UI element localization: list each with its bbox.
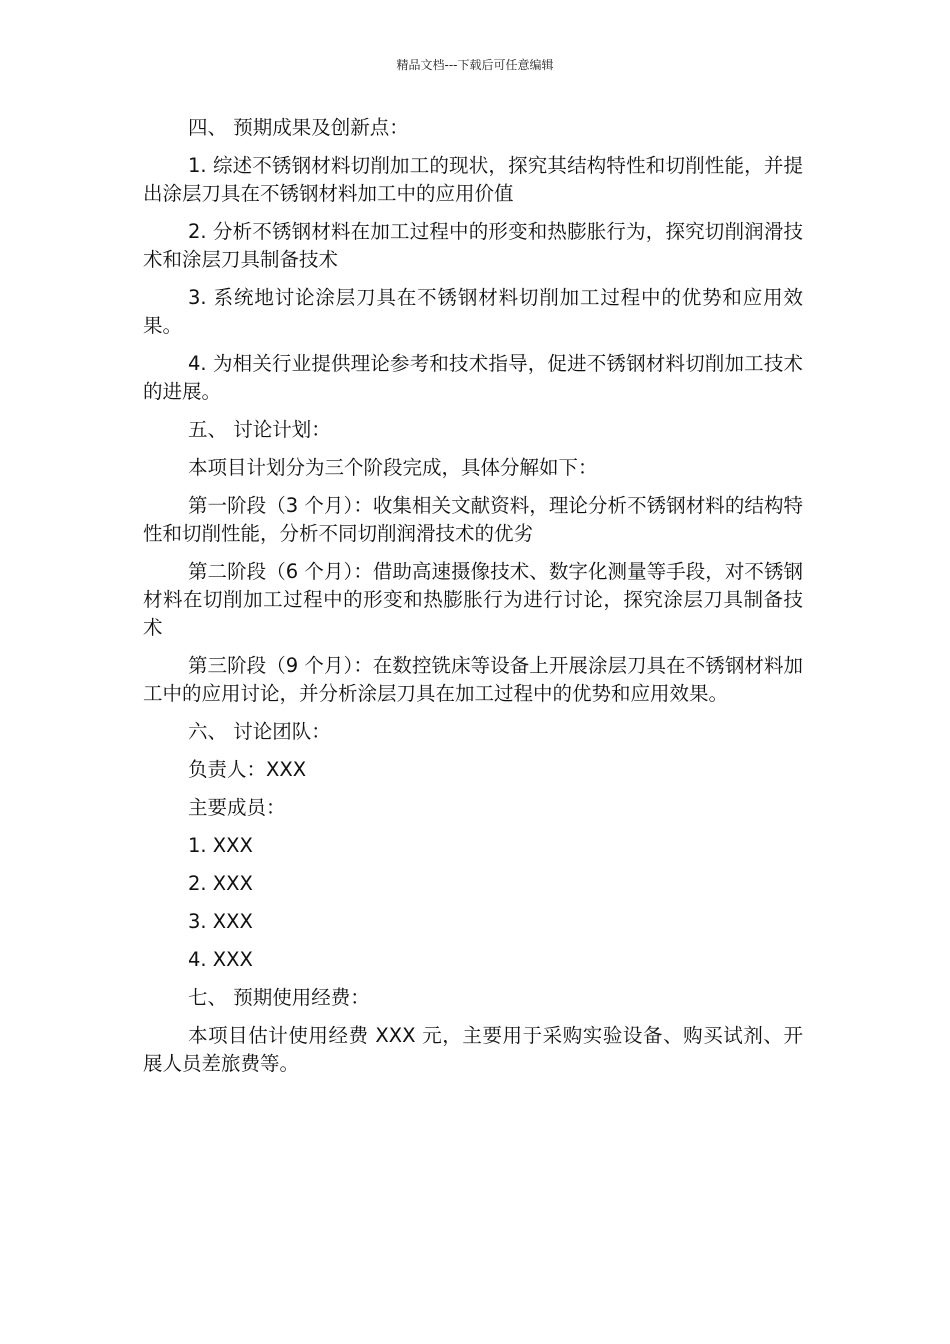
result-item-1: 1. 综述不锈钢材料切削加工的现状，探究其结构特性和切削性能，并提出涂层刀具在不锈钢材料加工中的应用价值 — [143, 154, 803, 205]
plan-stage-1: 第一阶段（3 个月）：收集相关文献资料，理论分析不锈钢材料的结构特性和切削性能，分析不同切削润滑技术的优劣 — [143, 494, 803, 545]
team-member-1: 1. XXX — [188, 834, 253, 857]
section-heading-budget: 七、 预期使用经费： — [188, 986, 370, 1009]
team-leader: 负责人：XXX — [188, 758, 307, 781]
team-members-label: 主要成员： — [188, 796, 286, 819]
result-item-3: 3. 系统地讨论涂层刀具在不锈钢材料切削加工过程中的优势和应用效果。 — [143, 286, 803, 337]
plan-stage-3: 第三阶段（9 个月）：在数控铣床等设备上开展涂层刀具在不锈钢材料加工中的应用讨论，并分析涂层刀具在加工过程中的优势和应用效果。 — [143, 654, 803, 705]
team-member-4: 4. XXX — [188, 948, 253, 971]
plan-stage-2: 第二阶段（6 个月）：借助高速摄像技术、数字化测量等手段，对不锈钢材料在切削加工过程中的形变和热膨胀行为进行讨论，探究涂层刀具制备技术 — [143, 560, 803, 639]
document-body — [143, 114, 803, 1088]
team-member-2: 2. XXX — [188, 872, 253, 895]
team-member-3: 3. XXX — [188, 910, 253, 933]
section-heading-research-plan: 五、 讨论计划： — [188, 418, 331, 441]
budget-text: 本项目估计使用经费 XXX 元，主要用于采购实验设备、购买试剂、开展人员差旅费等。 — [143, 1024, 803, 1075]
section-heading-research-team: 六、 讨论团队： — [188, 720, 331, 743]
result-item-4: 4. 为相关行业提供理论参考和技术指导，促进不锈钢材料切削加工技术的进展。 — [143, 352, 803, 403]
page-header: 精品文档---下载后可任意编辑 — [396, 58, 554, 72]
result-item-2: 2. 分析不锈钢材料在加工过程中的形变和热膨胀行为，探究切削润滑技术和涂层刀具制备技术 — [143, 220, 803, 271]
plan-intro: 本项目计划分为三个阶段完成，具体分解如下： — [188, 456, 598, 479]
section-heading-expected-results: 四、 预期成果及创新点： — [188, 116, 409, 139]
